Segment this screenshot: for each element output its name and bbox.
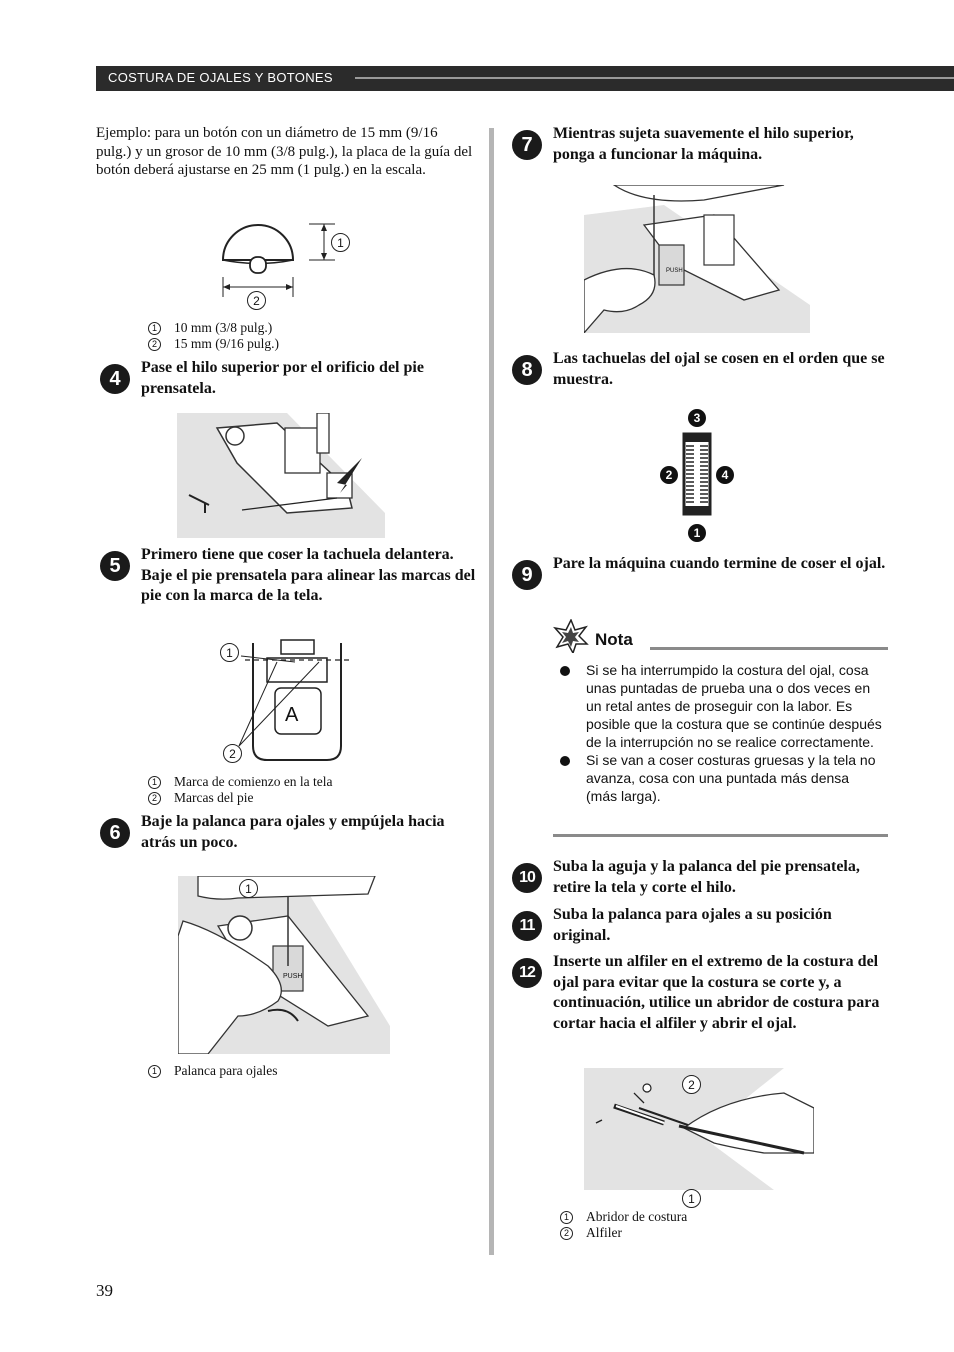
intro-text: Ejemplo: para un botón con un diámetro de 15 mm (9/16 pulg.) y un grosor de 10 mm (3/8 pulg.), la placa de la guía del botón deberá ajustarse en 25 mm (1 pulg.) en la escala. <box>96 125 473 178</box>
step-7-number: 7 <box>512 130 542 160</box>
step-9-text: Pare la máquina cuando termine de coser el ojal. <box>553 555 886 572</box>
step-10-text: Suba la aguja y la palanca del pie prensatela, retire la tela y corte el hilo. <box>553 858 860 896</box>
callout-1: 1 <box>220 643 239 662</box>
legend-item: 1 Marca de comienzo en la tela <box>148 774 333 790</box>
legend-item: 2 15 mm (9/16 pulg.) <box>148 336 279 352</box>
step-12-text: Inserte un alfiler en el extremo de la costura del ojal para evitar que la costura se corte y, a continuación, utilice un abridor de costura para cortar hacia el alfiler y abrir el ojal. <box>553 953 880 1032</box>
bullet-icon <box>560 666 570 676</box>
step-4-number: 4 <box>100 364 130 394</box>
step-6-number: 6 <box>100 818 130 848</box>
page-number: 39 <box>96 1281 113 1300</box>
note-item: Si se ha interrumpido la costura del ojal, cosa unas puntadas de prueba una o dos veces en un retal antes de proseguir con la labor. Es posible que la costura que se continúe después de la interrupción no se realice correctamente. <box>554 661 884 751</box>
step-8-number: 8 <box>512 355 542 385</box>
order-label-4: 4 <box>716 466 734 484</box>
opener-legend <box>560 1209 687 1241</box>
note-title: Nota <box>595 630 633 649</box>
callout-1: 1 <box>682 1189 701 1208</box>
lever-legend <box>148 1063 277 1079</box>
note-bottom-rule <box>553 834 888 837</box>
button-illustration <box>205 215 365 315</box>
step-12-number: 12 <box>512 958 542 988</box>
callout-2: 2 <box>223 744 242 763</box>
callout-2: 2 <box>682 1075 701 1094</box>
machine-sewing-illustration <box>584 185 810 333</box>
note-title-rule <box>650 647 888 650</box>
foot-letter: A <box>285 704 299 726</box>
column-divider <box>489 128 494 1255</box>
step-5-text: Primero tiene que coser la tachuela delantera. Baje el pie prensatela para alinear las marcas del pie con la marca de la tela. <box>141 546 476 604</box>
button-legend <box>148 320 279 352</box>
legend-item: 1 Palanca para ojales <box>148 1063 277 1079</box>
note-icon <box>553 619 589 653</box>
legend-item: 2 Alfiler <box>560 1225 687 1241</box>
legend-item: 1 10 mm (3/8 pulg.) <box>148 320 279 336</box>
header-rule <box>355 77 954 79</box>
legend-item: 2 Marcas del pie <box>148 790 333 806</box>
step-8-text: Las tachuelas del ojal se cosen en el orden que se muestra. <box>553 350 885 388</box>
legend-item: 1 Abridor de costura <box>560 1209 687 1225</box>
callout-1: 1 <box>239 879 258 898</box>
callout-2: 2 <box>247 291 266 310</box>
step-4-text: Pase el hilo superior por el orificio del pie prensatela. <box>141 359 424 397</box>
bullet-icon <box>560 756 570 766</box>
step-11-text: Suba la palanca para ojales a su posición original. <box>553 906 832 944</box>
presser-foot-threading-illustration <box>177 413 385 538</box>
order-label-1: 1 <box>688 524 706 542</box>
section-title: COSTURA DE OJALES Y BOTONES <box>108 70 333 85</box>
step-11-number: 11 <box>512 911 542 941</box>
callout-1: 1 <box>331 233 350 252</box>
buttonhole-stitch-diagram <box>682 432 712 516</box>
step-6-text: Baje la palanca para ojales y empújela hacia atrás un poco. <box>141 813 445 851</box>
note-item: Si se van a coser costuras gruesas y la tela no avanza, cosa con una puntada más densa (más larga). <box>554 751 884 805</box>
note-list <box>554 661 884 805</box>
buttonhole-lever-illustration <box>178 876 390 1054</box>
step-5-number: 5 <box>100 551 130 581</box>
step-9-number: 9 <box>512 560 542 590</box>
push-label: PUSH <box>283 973 303 980</box>
foot-legend <box>148 774 333 806</box>
step-7-text: Mientras sujeta suavemente el hilo superior, ponga a funcionar la máquina. <box>553 125 854 163</box>
push-label: PUSH <box>666 268 683 274</box>
order-label-2: 2 <box>660 466 678 484</box>
order-label-3: 3 <box>688 409 706 427</box>
step-10-number: 10 <box>512 863 542 893</box>
